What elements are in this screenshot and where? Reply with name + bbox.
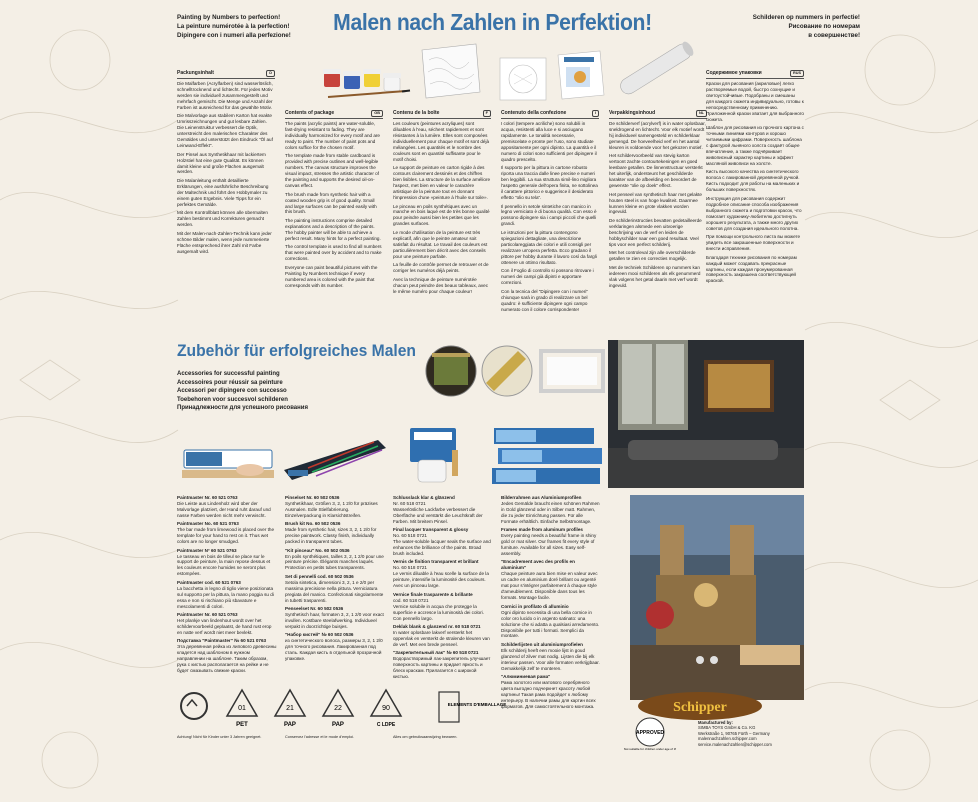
paragraph — [393, 559, 493, 589]
product-heading: Pinselset Nr. 60 502 0536 — [285, 495, 340, 500]
page-title: Malen nach Zahlen in Perfektion! — [333, 9, 652, 35]
frames-column — [501, 495, 601, 712]
subtitle-en: Accessories for successful painting — [177, 371, 280, 377]
paragraph — [177, 612, 277, 636]
header-right-taglines — [700, 14, 860, 41]
product-heading: Paintmaster N° 60 521 0763 — [177, 547, 237, 553]
product-heading: Cornici in profilato di alluminio — [501, 603, 569, 609]
paragraph: The paints (acrylic paints) are water-soluble, fast-drying resistant to fading. They are individually harmonized for every motif and are ready to paint. The number of paint pots and colors suffice for the chosen motif. — [285, 120, 380, 150]
paragraph: I colori (tempere acriliche) sono solubili in acqua, resistenti alla luce e si asciugano rapidamente. Le tonalità necessarie, premiscelate e pronte per l'uso, sono studiate appositamente per ogni dipinto. La quantità e il numero di colori sono sufficienti per dipingere il quadro prescelto. — [501, 120, 597, 162]
header-left-taglines — [177, 14, 307, 41]
column-title: Contents of package — [285, 110, 335, 116]
product-heading: Deklak blank & glanzend nr. 60 518 0721 — [393, 623, 481, 629]
tagline-ru-2: в совершенстве! — [808, 31, 860, 39]
product-description: Wasserlösliche Lackfarbe verbessert die Oberfläche und verstärkt die Leuchtkraft der Farben. Mit breitem Pinsel. — [393, 506, 483, 524]
accessories-subtitles — [177, 370, 427, 413]
final-lacquer-image — [392, 420, 487, 490]
paragraph: De schilderverf (acrylverf) is in water oplosbaar, sneldrogend en lichtecht. Voor elk motief wordt hij individueel samengesteld en schilderklaar gemengd. De hoeveelheid verf en het aantal kleuren is voldoende voor het gekozen motief. — [609, 120, 706, 150]
paragraph: De schilderinstructies bevatten gedetailleerde verklaringen alsmede een uitvoerige beschrijving van de verf en leiden de hobbyschilder naar een goed resultaat. Veel tips voor een perfect schilderij. — [609, 217, 702, 247]
recycle-label: PAP — [332, 722, 344, 728]
paragraph: The template made from stable cardboard is provided with precise outlines and well-legible numbers. The canvas structure improves the visual impact, stresses the artistic character of the painting and supports the desired oil-on-canvas effect. — [285, 153, 379, 189]
tagline-ru-1: Рисование по номерам — [788, 22, 860, 30]
paragraph: Le support de peinture en carton rigide à des contours clairement dessinés et des chiffres bien lisibles. La structure de la surface améliore l'aspect, met bien en valeur le caractère artistique de la peinture tout en donnant l'impression d'une «peinture à l'huile sur toile». — [393, 165, 491, 201]
paragraph: Краски для рисования (акриловые) легко растворяемые водой, быстро сохнущие и светоустойчивые. Подобраны и смешаны для каждого сюжета индивидуально, готовы к непосредственному применению. Приложенной краски хватает для выбранного сюжета. — [706, 80, 804, 122]
column-title: Contenuto della confezione — [501, 110, 567, 116]
recycle-pet-icon — [225, 688, 259, 732]
recycle-cldpe-icon — [369, 688, 403, 732]
product-description: Synthetikhaar, Größen 3, 2, 1 2/0 für präzises Ausmalen. Edle Stielfabrierung. Einzelverpackung in Klarsichtstreifen. — [285, 500, 378, 518]
paragraph: Het penseel van synthetisch haar met gelakte houten steel is van hoge kwaliteit. Daarmee kunnen kleine en grote vlakken worden ingevuld. — [609, 191, 702, 215]
product-heading: Penseelset Nr. 60 502 0536 — [285, 606, 344, 612]
product-heading: Paintmaster Nr. 60 521 0763 — [177, 612, 238, 617]
product-description: Setola sintetica, dimensioni 3, 2, 1 e 2/0 per massima precisione nella pittura. Verniciatura pregiata del manico. Confezionati singolarmente in tubetti trasparenti. — [285, 579, 384, 603]
product-heading: "Закрепительный лак" № 60 518 0721 — [393, 650, 479, 656]
tagline-fr: La peinture numérotée à la perfection! — [177, 22, 290, 30]
product-description: Synthetisch haar, formaten 3, 2, 1 2/0 voor exact invullen. Kostbare steelafwerking. Individueel verpakt in doorzichtige buisjes. — [285, 612, 384, 629]
paragraph: Il supporto per la pittura in cartone robusto riporta una traccia dalle linee precise e numeri ben leggibili. La sua struttura simil-lino migliora l'aspetto generale dell'opera finita, ne sottolinea il carattere pittorico e suggerisce il desiderato effetto "olio su tela". — [501, 165, 598, 201]
language-code-badge: I — [592, 110, 599, 117]
living-room-photo — [608, 340, 804, 488]
paragraph — [501, 604, 601, 640]
product-description: Jedes Gemälde braucht einen schönen Rahmen in Gold glänzend oder in Silber matt. Rahmen, die zu jeder Einrichtung passen. Für alle Formate erhältlich. Einfache Selbstmontage. — [501, 500, 600, 524]
product-number: Nr. 60 518 0721 — [393, 500, 426, 506]
product-heading: "Алюминиевая рама" — [501, 674, 551, 680]
subtitle-ru: Принадлежности для успешного рисования — [177, 405, 308, 412]
lacquer-column — [393, 495, 493, 682]
product-number: cod. 60 518 0721 — [393, 597, 429, 603]
footer-note-de: Achtung! Nicht für Kinder unter 3 Jahren geeignet. — [177, 735, 262, 739]
product-description: Every painting needs a beautiful frame in shiny gold or mat silver. Our frames fit every style of furniture. Available for all sizes. Easy self-assembly. — [501, 533, 597, 557]
product-heading: "Encadrement avec des profils en aluminium" — [501, 559, 575, 571]
contents-column-gb — [285, 110, 383, 291]
paragraph: Met het controleval zijn alle overschilderde getallen te zien en correcties mogelijk. — [609, 250, 696, 262]
recycle-pap-22-icon — [321, 688, 355, 732]
gold-frame-thumbnail — [478, 343, 536, 398]
triman-label: ELEMENTS D'EMBALLAGE — [447, 702, 507, 707]
column-title: Contenu de la boîte — [393, 110, 440, 116]
accessories-title: Zubehör für erfolgreiches Malen — [177, 341, 416, 360]
product-description: Водорастворимый лак-закрепитель улучшает поверхность картины и придает яркость и блеск краскам. Прилагается с широкой кистью. — [393, 656, 491, 680]
product-description: La bacchetta in legno di tiglio viene posizionata sul supporto per la pittura, la mano poggia su di essa e non si rischiano più sbavature e mescolamenti di colori. — [177, 585, 274, 609]
footer-note-nl: Alles om gebruiksaanwijzing bewaren. — [393, 735, 458, 739]
paragraph: The control template is used to find all numbers that were painted over by accident and to make corrections. — [285, 244, 382, 262]
badge-text: APPROVED — [635, 730, 665, 736]
paragraph: Con il Foglio di controllo si possono ritrovare i numeri dei campi già dipinti e apportare correzioni. — [501, 268, 594, 286]
brush-kit-column — [285, 495, 385, 665]
paragraph: Благодаря технике рисования по номерам каждый может создавать прекрасные картины, если каждая пронумерованная поверхность закрашена соответствующей краской. — [706, 254, 797, 284]
paragraph — [501, 559, 601, 601]
language-code-badge: RUS — [790, 70, 804, 77]
product-heading: Frames made from aluminum profiles — [501, 527, 583, 533]
contents-column-ru — [706, 70, 804, 287]
paragraph — [501, 495, 601, 525]
brush-set-image — [278, 430, 390, 490]
product-description: Het plankje van lindenhout wordt over het schildervoorbeeld geplaatst, de hand rust erop en natte verf wordt niet meer bevlekt. — [177, 617, 272, 635]
paragraph — [285, 548, 385, 572]
paragraph: Le istruzioni per la pittura contengono spiegazioni dettagliate, una descrizione particolareggiata dei colori e utili consigli per realizzare un'opera perfetta. Ecco gradano il pittore per hobby durante il lavoro così da fargli ottenere un ottimo risultato. — [501, 229, 597, 265]
subtitle-fr: Accessoires pour réussir sa peinture — [177, 379, 283, 386]
template-sheet-image — [414, 40, 482, 100]
footer-note-fr: Conservez l'adresse et le mode d'emploi. — [285, 735, 355, 739]
logo-text: Schipper — [673, 700, 727, 715]
product-description: Die Leiste aus Lindenholz wird über der Malvorlage platziert, der Hand ruht darauf und nasse Farben werden nicht mehr verwischt. — [177, 500, 271, 518]
paintmaster-column — [177, 495, 277, 676]
paragraph: Con la tecnica del "Dipingere con i numeri" chiunque sarà in grado di realizzare un bel quadro: è sufficiente dipingere ogni campo numerato con il colore corrispondente! — [501, 288, 589, 312]
paragraph: Le pinceau en poils synthétiques avec un manche en bois laqué est de très bonne qualité pour peindre aussi bien les petites que les grandes surfaces. — [393, 203, 490, 227]
maker-line: SIMBA TOYS GmbH & Co. KG — [698, 725, 756, 731]
paragraph — [285, 521, 385, 545]
paragraph — [393, 624, 493, 648]
warning-text: Not suitable for children under age of 3! — [623, 747, 677, 751]
paragraph — [393, 527, 493, 557]
language-code-badge: D — [266, 70, 275, 77]
product-heading: Подставка "Paintmaster" № 60 521 0763 — [177, 638, 267, 644]
paragraph — [393, 650, 493, 680]
maker-line: malennachzahlen.schipper.com — [698, 736, 757, 742]
paragraph: Le mode d'utilisation de la peinture est très explicatif, afin que le peintre amateur soit satisfait du résultat. Le travail des couleurs est particulièrement bien décrit avec des conseils pour une peinture parfaite. — [393, 229, 488, 259]
product-description: In water oplosbare lakverf versterkt het oppervlak en versterkt de stralende kleuren van de verf. Met een brede penseel. — [393, 629, 490, 647]
paragraph — [285, 632, 385, 662]
column-title: Packungsinhalt — [177, 70, 214, 76]
control-sheet-image — [494, 54, 552, 104]
product-description: Elk schilderij heeft een mooie lijst in goud glanzend of zilver mat nodig. Lijsten die bij elk interieur passen. Voor alle formaten verkrijgbaar. Gemakkelijk zelf te monteren. — [501, 647, 600, 671]
paragraph: Met de techniek Schilderen op nummers kan iedereen mooi schilderen als elk genummerd vlak volgens het getal daarin met verf wordt ingevuld. — [609, 264, 701, 288]
recycling-symbols-row — [177, 688, 607, 740]
paragraph: Het schildervoorbeeld van stevig karton vertoont zachte contourtekeningen en goed leesbare getallen. De linnenstructuur versterkt het uiterlijk, ondersteunt het geschilderde karakter van de afbeelding en bevordert de gewenste "olie op doek" effect. — [609, 153, 703, 189]
product-description: В наличии рамы для картин всех форматов. — [501, 697, 596, 709]
recycle-number: 90 — [382, 705, 390, 712]
recycle-label: PAP — [284, 722, 296, 728]
product-description: The water-soluble lacquer seals the surface and enhances the brilliance of the paints. Broad brush included. — [393, 539, 491, 557]
product-heading: Set di pennelli cod. 60 502 0536 — [285, 573, 354, 579]
product-heading: Brush kit No. 60 502 0536 — [285, 521, 341, 527]
recycle-number: 21 — [286, 705, 294, 712]
recycle-label: C LDPE — [376, 722, 396, 728]
product-description: Le vernis diluable à l'eau scelle la surface de la peinture, intensifie la luminosité des couleurs. Avec un pinceau large. — [393, 571, 489, 589]
product-heading: Vernice finale trasparente & brillante — [393, 591, 473, 597]
paragraph: La feuille de contrôle permet de retrouver et de corriger les numéros déjà peints. — [393, 262, 489, 274]
product-heading: Paintmaster No. 60 521 0763 — [177, 521, 239, 527]
paragraph: Mit der Malen-nach-Zahlen-Technik kann jeder schöne Bilder malen, wenn jede nummerierte Fläche entsprechend ihrer Zahl mit Farbe ausgemalt wird. — [177, 230, 272, 254]
product-description: Ogni dipinto necessita di una bella cornice in color oro lucido o in argento satinato: una soluzione che si adatta a qualsiasi arredamento. Disponibile per tutti i formati. Semplici da montare. — [501, 609, 600, 639]
tagline-it: Dipingere con i numeri alla perfezione! — [177, 31, 291, 39]
paragraph — [177, 521, 277, 545]
product-heading: Final lacquer transparent & glossy — [393, 527, 469, 533]
product-heading: Schilderlijsten uit aluminiumprofielen — [501, 641, 583, 647]
product-description: Vernice solubile in acqua che protegge la superficie e accresce la luminosità dei colori. Con pennello largo. — [393, 603, 484, 621]
product-description: Made from synthetic hair, sizes 3, 2, 1 2/0 for precise paintwork. Classy finish, individually packed in transparent tubes. — [285, 527, 377, 545]
paragraph: Mit dem Kontrollblatt können alle übermalten Zahlen bestimmt und Korrekturen gemacht werden. — [177, 210, 268, 228]
paragraph: The painting instructions comprise detailed explanations and a description of the paints. The hobby painter will be able to achieve a perfect result. Many hints for a perfect painting. — [285, 217, 381, 241]
paragraph — [501, 642, 601, 672]
recycle-number: 22 — [334, 705, 342, 712]
tagline-en: Painting by Numbers to perfection! — [177, 14, 281, 21]
silver-frame-thumbnail — [537, 343, 595, 398]
product-heading: Paintmaster Nr. 60 521 0763 — [177, 495, 238, 500]
language-code-badge: NL — [696, 110, 707, 117]
product-number: No. 60 518 0721 — [393, 565, 427, 571]
language-code-badge: F — [483, 110, 491, 117]
paragraph: Die Malvorlage aus stabilem Karton hat exakte Umrisszeichnungen und gut lesbare Zahlen. Die Leinenstruktur verbessert die Optik, unterstreicht den malerischen Charakter des Gemäldes und unterstützt den Eindruck "Öl auf Leinwand-Effekt". — [177, 113, 273, 149]
product-heading: Schlusslack klar & glänzend — [393, 495, 455, 500]
language-code-badge: GB — [371, 110, 383, 117]
notre-dame-painting-photo — [630, 495, 804, 700]
product-heading: Paintmaster cod. 60 521 0763 — [177, 579, 241, 585]
canvas-roll-image — [608, 40, 700, 100]
maker-label: Manufactured by: — [698, 720, 733, 725]
paragraph: Les couleurs (peintures acryliques) sont diluables à l'eau, séchent rapidement et sont résistantes à la lumière. Elles sont composées individuellement pour chaque motif et sont déjà mélangées. Les quantités et le nombre des couleurs sont en quantité suffisante pour le motif choisi. — [393, 120, 490, 162]
paragraph — [177, 495, 277, 519]
manufacturer-block — [698, 720, 808, 747]
recycle-number: 01 — [238, 705, 246, 712]
paragraph: Die Malfarben (Acrylfarben) sind wasserlöslich, schnelltrocknend und lichtecht. Für jedes Motiv werden sie individuell zusammengestellt und mehrfach gemischt. Die Menge und Anzahl der Farben ist ausreichend für das gewählte Motiv. — [177, 80, 273, 110]
product-heading: Bilderrahmen aus Aluminiumprofilen — [501, 495, 582, 500]
product-heading: Vernis de finition transparent et brillant — [393, 559, 479, 565]
contents-column-it — [501, 110, 599, 315]
paragraph — [393, 592, 493, 622]
instructions-leaflet-image — [552, 47, 608, 102]
product-description: из синтетического волоса, размеры 3, 2, 1 2/0 для точного рисования. Лакированная под сталь. Каждая кисть в отдельной прозрачной упаковке. — [285, 638, 383, 662]
product-description: Эта деревянная рейка из липового древесины кладется над шаблоном в нужном направлении на шаблоне. Таким образом, рука с кистью располагается на рейке и не будет смазывать свежие краски. — [177, 644, 277, 674]
contents-column-fr — [393, 110, 491, 297]
product-description: En poils synthétiques, tailles 3, 2, 1 2/0 pour une peinture précise. Élégants manches laqués. Protection en petits tubes transparents. — [285, 553, 384, 571]
product-description: The bar made from limewood is placed over the template for your hand to rest on it. Thus wet colors are no longer smudged. — [177, 527, 275, 545]
picture-frame-boxes-image — [488, 420, 608, 490]
paragraph: Кисть высокого качества из синтетического волоса с лакированной деревянной ручкой. Кисть подходит для работы на маленьких и больших поверхностях. — [706, 169, 800, 193]
tagline-nl: Schilderen op nummers in perfectie! — [752, 14, 860, 21]
paragraph — [177, 580, 277, 610]
paragraph: Der Pinsel aus Synthetikhaar mit lackiertem Holzstiel hat eine gute Qualität. Es können damit kleine und große Flächen ausgemalt werden. — [177, 151, 266, 175]
recycling-arrows-icon — [177, 688, 211, 732]
paragraph: Инструкция для рисования содержит подробное описание способа изображения выбранного сюжета и подготовки красок, что помогает художнику-любителю достигнуть хорошего результата, а также много других советов для создания идеального полотна. — [706, 195, 802, 231]
contents-column-nl — [609, 110, 707, 291]
paint-pots-image — [318, 55, 414, 103]
paragraph: Avec la technique de peinture numérotée chacun peut peindre des beaux tableaux, avec le même numéro pour chaque couleur! — [393, 276, 489, 294]
triman-icon — [437, 688, 507, 732]
paragraph: Everyone can paint beautiful pictures with the Painting by Numbers technique if every numbered area is colored with the paint that corresponds with its number. — [285, 264, 378, 288]
product-heading: "Kit pinceau" No. 60 502 0536 — [285, 547, 350, 553]
subtitle-it: Accessori per dipingere con successo — [177, 388, 287, 395]
paragraph — [177, 548, 277, 578]
paragraph — [285, 574, 385, 604]
product-heading: "Набор кистей" № 60 502 0536 — [285, 632, 354, 638]
recycle-label: PET — [236, 722, 248, 728]
dark-frame-thumbnail — [422, 343, 480, 398]
paintmaster-bar-image — [180, 440, 278, 490]
paragraph — [285, 606, 385, 630]
paragraph — [501, 527, 601, 557]
column-title: Verpakkingsinhoud — [609, 110, 656, 116]
product-description: Le tasseau en bois de tilleul se place sur le support de peinture, la main repose dessus et les couleurs encore humides ne seront plus estompées. — [177, 553, 271, 577]
paragraph: Шаблон для рисования из прочного картона с точными линиями контуров и хорошо читаемыми цифрами. Поверхность шаблона с фактурой льняного холста создаёт общее впечатление, а также подчёркивает живописный характер картины и эффект масляной живописи на холсте. — [706, 125, 804, 167]
maker-line: Werkstraße 1, 90765 Fürth – Germany — [698, 730, 770, 736]
paragraph — [177, 638, 277, 674]
maker-line: service.malenachzahlen@schipper.com — [698, 741, 772, 747]
paragraph: Die Malanleitung enthält detaillierte Erklärungen, eine ausführliche Beschreibung der Maltechnik und führt den Hobbymaler zu einem guten Ergebnis. Viele Tipps für ein perfektes Gemälde. — [177, 177, 269, 207]
column-title: Содержимое упаковки — [706, 70, 762, 76]
contents-column-de — [177, 70, 275, 257]
subtitle-nl: Toebehoren voor succesvol schilderen — [177, 396, 288, 403]
recycle-pap-21-icon — [273, 688, 307, 732]
paragraph — [393, 495, 493, 525]
approved-badge — [623, 716, 677, 752]
paragraph — [285, 495, 385, 519]
product-description: Для самостоятельного монтажа. — [525, 703, 595, 709]
paragraph: Il pennello in setole sintetiche con manico in legno verniciato è di buona qualità. Con esso è possono dipingere sia i campi piccoli che quelli grandi. — [501, 203, 597, 227]
paragraph: При помощи контрольного листа вы можете увидеть все закрашенные поверхности и внести исправления. — [706, 234, 801, 252]
product-description: Рама золотого или матового серебряного цвета выгодно подчеркнет красоту любой картины! Такая рама подойдет к любому интерьеру. — [501, 680, 591, 703]
paragraph: The brush made from synthetic hair with a coated wooden grip is of good quality. Small and large surfaces can be painted easily with this brush. — [285, 191, 377, 215]
product-description: Chaque peinture aura bien mise en valeur avec un cadre en aluminium doré brillant ou argenté mat pour s'intégrer parfaitement à chaque style d'ameublement. Disponible dans tous les formats. Montage facile. — [501, 571, 598, 601]
product-number: No. 60 518 0721 — [393, 533, 427, 539]
